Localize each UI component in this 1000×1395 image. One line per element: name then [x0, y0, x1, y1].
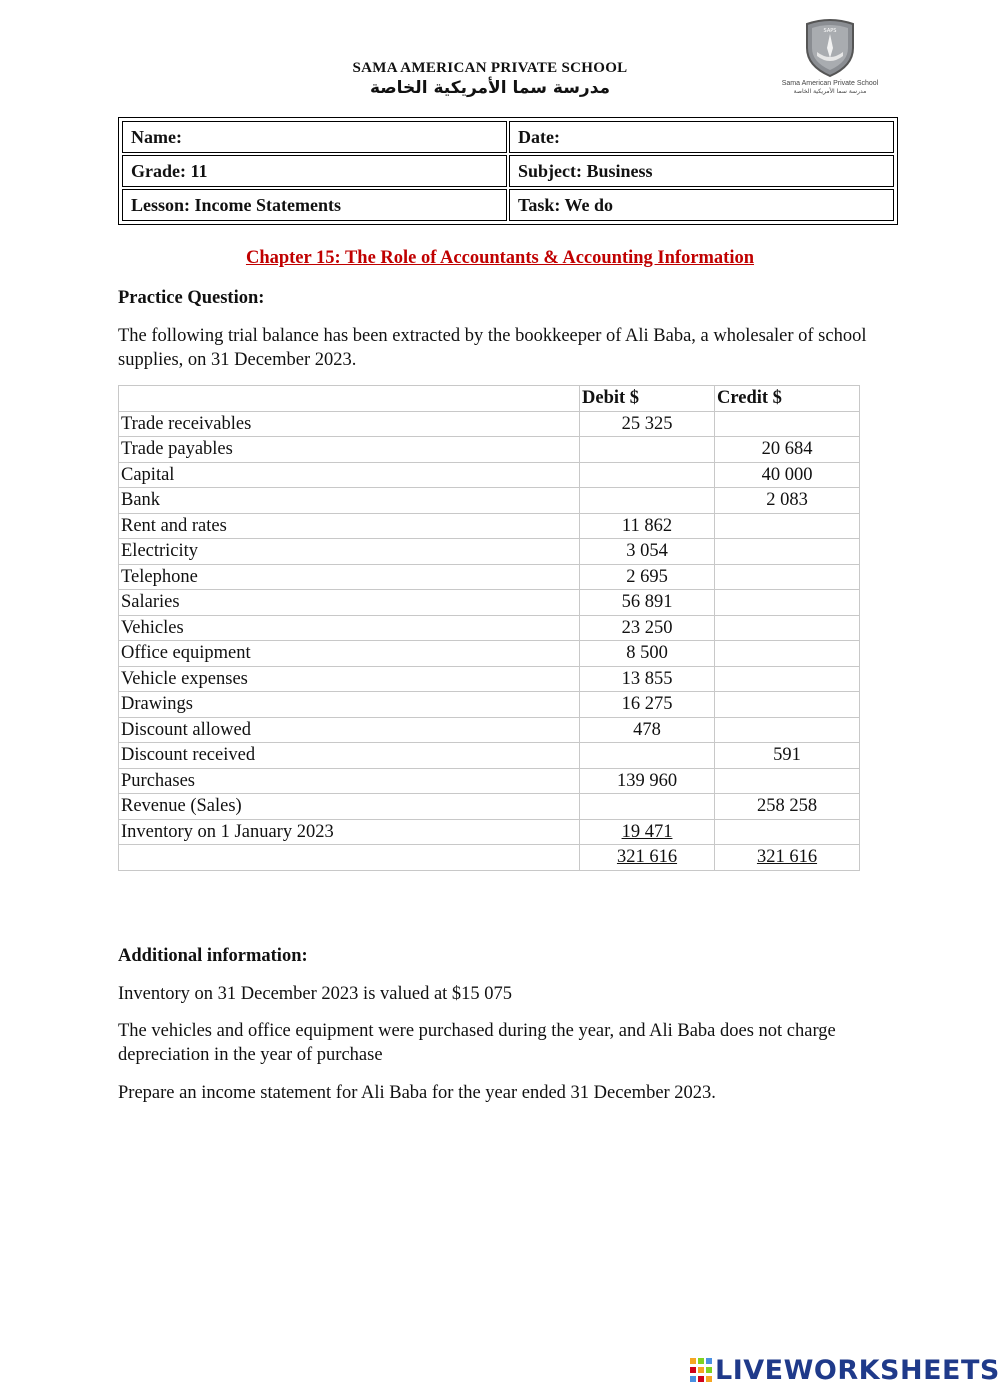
- cell-credit: [715, 513, 860, 539]
- cell-debit: 25 325: [580, 411, 715, 437]
- table-row: [119, 462, 860, 488]
- name-field[interactable]: Name:: [122, 121, 507, 153]
- cell-item: Rent and rates: [119, 513, 580, 539]
- table-row: [119, 641, 860, 667]
- cell-item: Inventory on 1 January 2023: [119, 819, 580, 845]
- additional-line-1: Inventory on 31 December 2023 is valued at $15 075: [118, 984, 513, 1004]
- cell-debit: [580, 743, 715, 769]
- cell-debit: 478: [580, 717, 715, 743]
- cell-item: Trade receivables: [119, 411, 580, 437]
- cell-item: Drawings: [119, 692, 580, 718]
- total-credit-value: 321 616: [756, 847, 818, 868]
- cell-debit: 2 695: [580, 564, 715, 590]
- logo-caption-english: Sama American Private School: [781, 80, 879, 87]
- table-row: [119, 564, 860, 590]
- total-credit: [715, 845, 860, 871]
- logo-caption-arabic: مدرسة سما الأمريكية الخاصة: [793, 88, 867, 95]
- cell-item: Vehicles: [119, 615, 580, 641]
- cell-credit: 2 083: [715, 488, 860, 514]
- liveworksheets-icon: [690, 1358, 712, 1382]
- lesson-field: Lesson: Income Statements: [122, 189, 507, 221]
- table-row: [119, 692, 860, 718]
- additional-line-2: The vehicles and office equipment were purchased during the year, and Ali Baba does not charge depreciation in the year of purchase: [118, 1021, 836, 1065]
- cell-debit: 56 891: [580, 590, 715, 616]
- school-header: [300, 60, 680, 98]
- chapter-title: Chapter 15: The Role of Accountants & Accounting Information: [245, 248, 755, 268]
- table-row: [119, 666, 860, 692]
- cell-debit: 23 250: [580, 615, 715, 641]
- practice-heading: Practice Question:: [118, 288, 265, 308]
- cell-credit: [715, 692, 860, 718]
- cell-debit: 3 054: [580, 539, 715, 565]
- cell-item: Salaries: [119, 590, 580, 616]
- cell-item: Discount allowed: [119, 717, 580, 743]
- table-row: [119, 437, 860, 463]
- subject-field: Subject: Business: [509, 155, 894, 187]
- cell-debit: 11 862: [580, 513, 715, 539]
- table-row: [119, 539, 860, 565]
- table-row: [119, 717, 860, 743]
- cell-credit: [715, 539, 860, 565]
- cell-credit: 591: [715, 743, 860, 769]
- liveworksheets-logo: [690, 1355, 1000, 1385]
- intro-text: The following trial balance has been extracted by the bookkeeper of Ali Baba, a wholesaler of school supplies, on 31 December 2023.: [118, 326, 867, 370]
- cell-debit: [580, 794, 715, 820]
- cell-credit: 258 258: [715, 794, 860, 820]
- additional-line-3: Prepare an income statement for Ali Baba for the year ended 31 December 2023.: [118, 1083, 716, 1103]
- cell-debit: 8 500: [580, 641, 715, 667]
- table-row: [119, 794, 860, 820]
- cell-item: Bank: [119, 488, 580, 514]
- table-row: [119, 743, 860, 769]
- cell-debit-underlined: 19 471: [621, 821, 673, 842]
- cell-credit: [715, 641, 860, 667]
- cell-debit: 139 960: [580, 768, 715, 794]
- cell-debit: [580, 437, 715, 463]
- cell-credit: [715, 615, 860, 641]
- cell-item: Purchases: [119, 768, 580, 794]
- table-row: [119, 615, 860, 641]
- cell-item: Telephone: [119, 564, 580, 590]
- school-name-english: SAMA AMERICAN PRIVATE SCHOOL: [352, 60, 628, 76]
- total-item: [119, 845, 580, 871]
- cell-debit: 13 855: [580, 666, 715, 692]
- cell-debit: [580, 819, 715, 845]
- table-row: [119, 411, 860, 437]
- shield-icon: [803, 18, 857, 78]
- cell-credit: [715, 819, 860, 845]
- cell-debit: [580, 462, 715, 488]
- totals-row: [119, 845, 860, 871]
- cell-credit: [715, 411, 860, 437]
- liveworksheets-brand: LIVEWORKSHEETS: [715, 1354, 1000, 1386]
- student-info-table: [118, 117, 898, 225]
- cell-item: Discount received: [119, 743, 580, 769]
- cell-credit: [715, 717, 860, 743]
- logo-badge: SAPS: [823, 28, 837, 34]
- cell-credit: 20 684: [715, 437, 860, 463]
- cell-credit: [715, 590, 860, 616]
- cell-debit: 16 275: [580, 692, 715, 718]
- school-logo: [780, 18, 880, 95]
- table-row: [119, 590, 860, 616]
- table-row: [119, 488, 860, 514]
- header-credit: Credit $: [715, 386, 860, 412]
- cell-debit: [580, 488, 715, 514]
- cell-item: Trade payables: [119, 437, 580, 463]
- cell-item: Electricity: [119, 539, 580, 565]
- date-field[interactable]: Date:: [509, 121, 894, 153]
- total-debit-value: 321 616: [616, 847, 678, 868]
- cell-item: Revenue (Sales): [119, 794, 580, 820]
- cell-credit: [715, 768, 860, 794]
- cell-item: Capital: [119, 462, 580, 488]
- trial-balance-table: [118, 385, 860, 871]
- table-header-row: [119, 386, 860, 412]
- task-field: Task: We do: [509, 189, 894, 221]
- school-name-arabic: مدرسة سما الأمريكية الخاصة: [369, 78, 611, 98]
- cell-item: Office equipment: [119, 641, 580, 667]
- table-row: [119, 513, 860, 539]
- additional-heading: Additional information:: [118, 946, 308, 966]
- header-debit: Debit $: [580, 386, 715, 412]
- header-item: [119, 386, 580, 412]
- table-row: [119, 819, 860, 845]
- cell-credit: [715, 666, 860, 692]
- cell-credit: 40 000: [715, 462, 860, 488]
- cell-item: Vehicle expenses: [119, 666, 580, 692]
- grade-field: Grade: 11: [122, 155, 507, 187]
- total-debit: [580, 845, 715, 871]
- cell-credit: [715, 564, 860, 590]
- table-row: [119, 768, 860, 794]
